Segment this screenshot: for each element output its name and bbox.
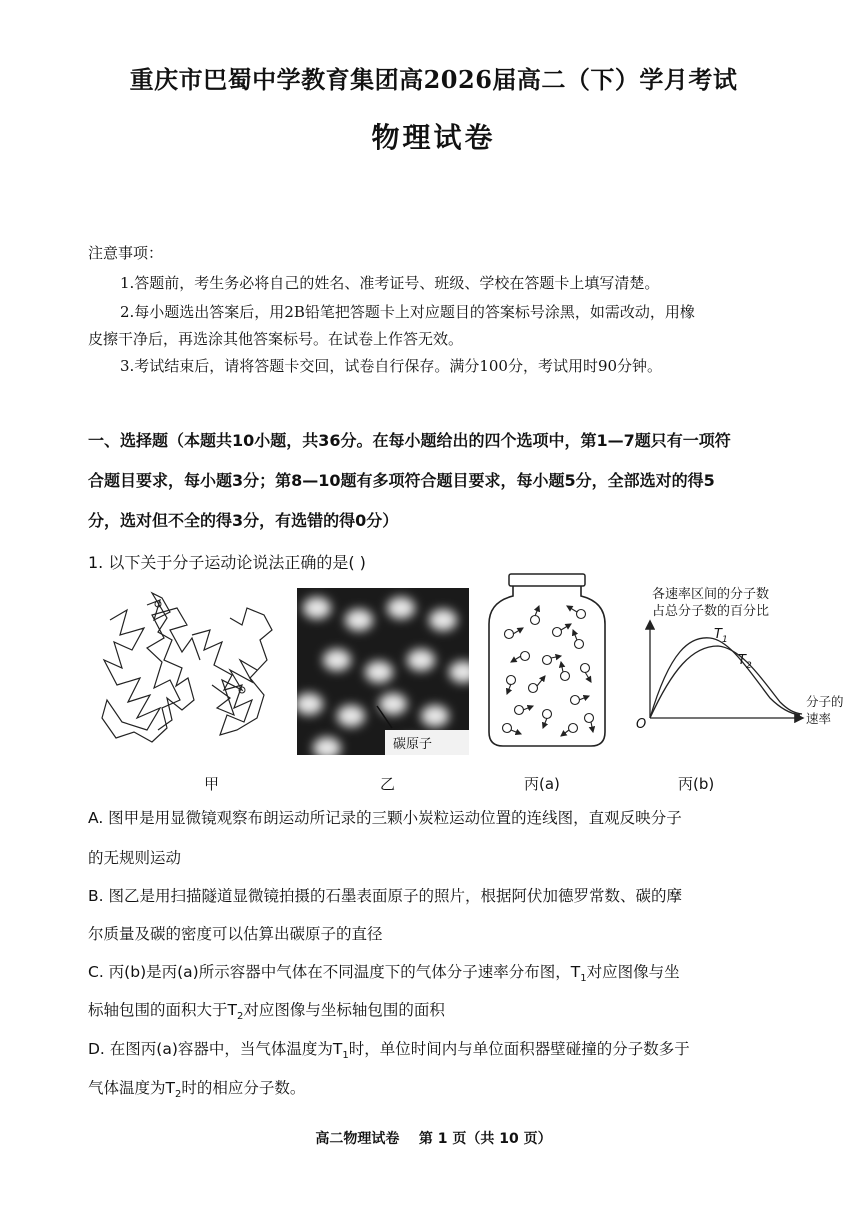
graph-ylabel-line-1: 各速率区间的分子数 <box>652 587 770 602</box>
graph-xlabel-line-2: 速率 <box>806 711 832 726</box>
option-c-line-2: 标轴包围的面积大于$T_2$对应图像与坐标轴包围的面积 <box>88 1001 445 1023</box>
option-a-line-1: A. 图甲是用显微镜观察布朗运动所记录的三颗小炭粒运动位置的连线图，直观反映分子 <box>88 809 682 827</box>
graph-origin: O <box>636 717 647 732</box>
notes-heading: 注意事项： <box>88 244 164 262</box>
note-item-1: 1.答题前，考生务必将自己的姓名、准考证号、班级、学校在答题卡上填写清楚。 <box>120 274 660 292</box>
figure-brownian-motion <box>92 590 277 750</box>
option-d-line-1: D. 在图丙(a)容器中，当气体温度为$T_1$时，单位时间内与单位面积器壁碰撞的分子数多于 <box>88 1040 690 1062</box>
curve-t1-label: $T_1$ <box>714 627 728 645</box>
curve-t2-label: $T_2$ <box>738 653 752 671</box>
caption-bing-a: 丙(a) <box>524 775 560 793</box>
paper-subject-title: 物理试卷 <box>371 121 496 154</box>
option-d-line-2: 气体温度为$T_2$时的相应分子数。 <box>88 1079 306 1101</box>
page-footer: 高二物理试卷 第 1 页（共 10 页） <box>315 1131 552 1147</box>
section-heading-line-1: 一、选择题（本题共10小题，共36分。在每小题给出的四个选项中，第1—7题只有一项符 <box>88 431 731 450</box>
option-b-line-1: B. 图乙是用扫描隧道显微镜拍摄的石墨表面原子的照片，根据阿伏加德罗常数、碳的摩 <box>88 887 682 905</box>
exam-title: 重庆市巴蜀中学教育集团高2026届高二（下）学月考试 <box>129 65 738 94</box>
caption-yi: 乙 <box>380 775 396 793</box>
section-heading-line-2: 合题目要求，每小题3分；第8—10题有多项符合题目要求，每小题5分，全部选对的得5 <box>88 471 715 490</box>
note-item-3: 3.考试结束后，请将答题卡交回，试卷自行保存。满分100分，考试用时90分钟。 <box>120 357 663 375</box>
note-item-2-cont: 皮擦干净后，再选涂其他答案标号。在试卷上作答无效。 <box>88 330 464 348</box>
caption-jia: 甲 <box>204 775 220 793</box>
option-c-line-1: C. 丙(b)是丙(a)所示容器中气体在不同温度下的气体分子速率分布图，$T_1$对应图像与坐 <box>88 963 680 985</box>
section-heading-line-3: 分，选对但不全的得3分，有选错的得0分） <box>88 511 399 530</box>
note-item-2: 2.每小题选出答案后，用2B铅笔把答题卡上对应题目的答案标号涂黑，如需改动，用橡 <box>120 303 695 321</box>
question-1-stem: 1. 以下关于分子运动论说法正确的是( ) <box>88 553 366 572</box>
curve-t2 <box>650 646 802 718</box>
figure-graphite-stm <box>297 588 469 755</box>
option-b-line-2: 尔质量及碳的密度可以估算出碳原子的直径 <box>88 925 383 943</box>
figure-gas-jar <box>485 572 610 752</box>
carbon-atom-label: 碳原子 <box>393 737 433 752</box>
graph-xlabel-line-1: 分子的 <box>806 694 844 709</box>
caption-bing-b: 丙(b) <box>678 775 715 793</box>
option-a-line-2: 的无规则运动 <box>88 849 182 867</box>
figure-speed-distribution <box>630 580 850 740</box>
graph-ylabel-line-2: 占总分子数的百分比 <box>652 604 770 619</box>
